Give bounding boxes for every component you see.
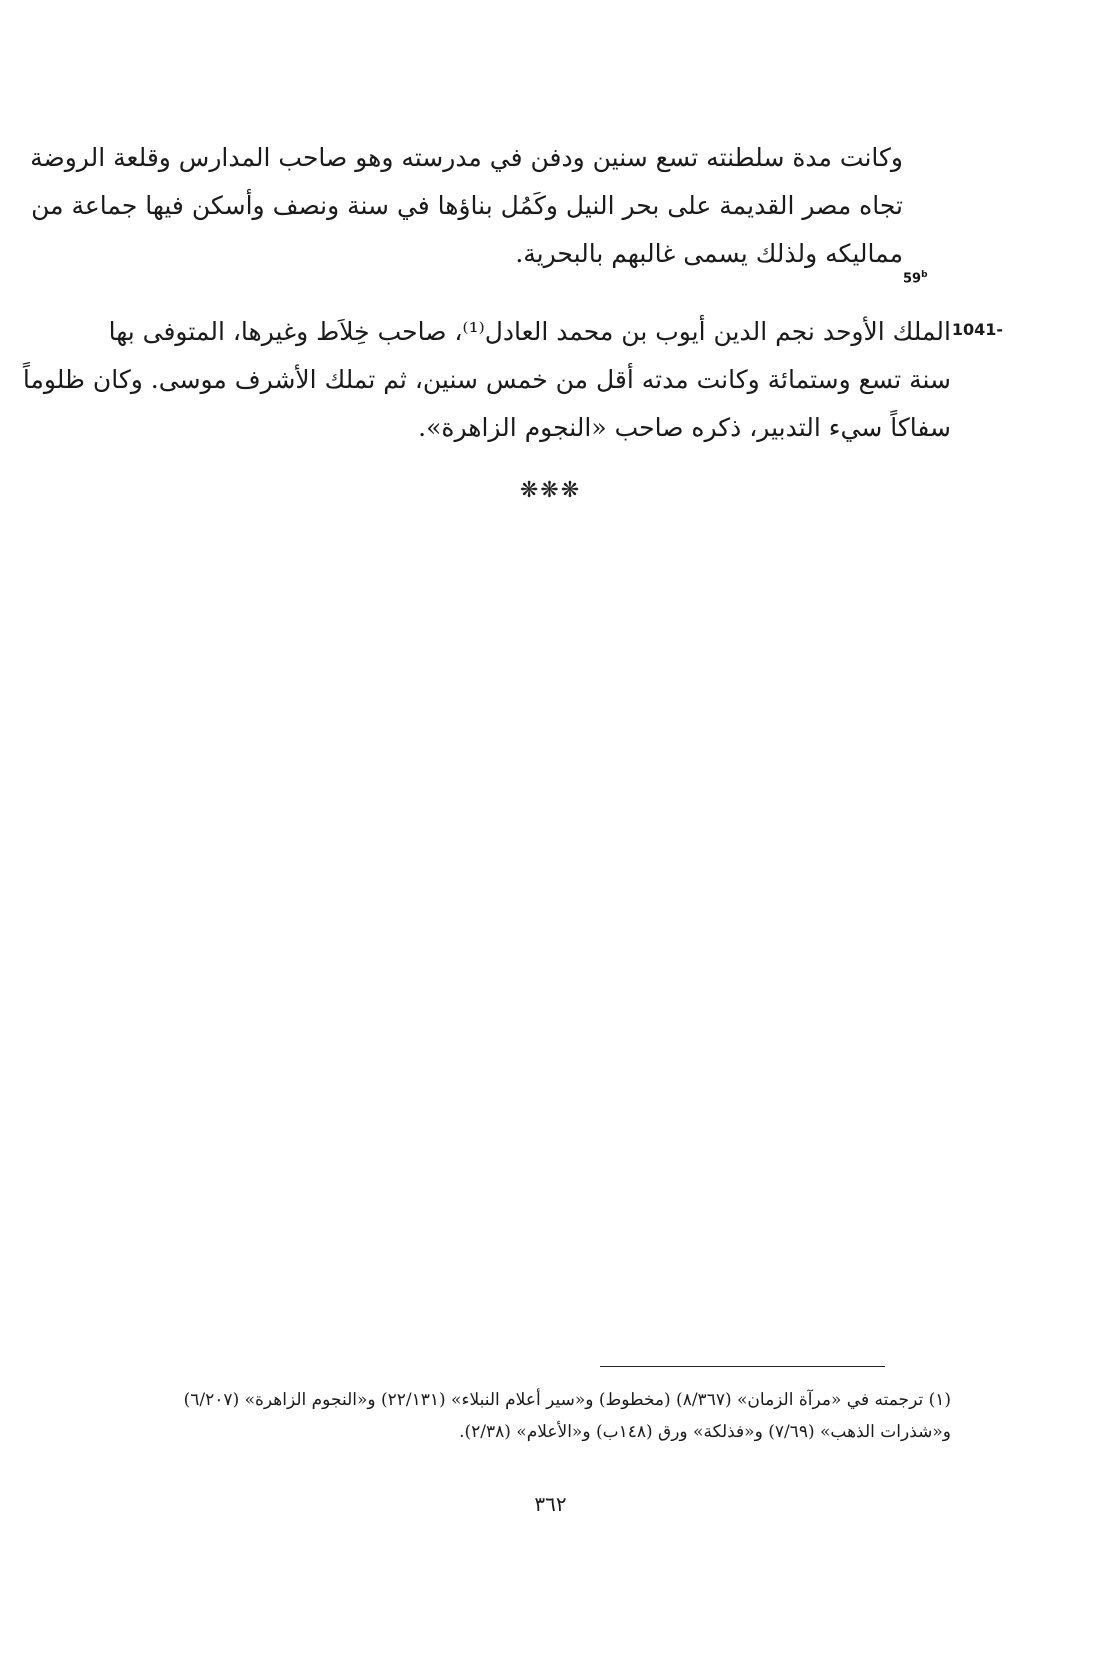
page-number: ٣٦٢ xyxy=(534,1492,567,1516)
folio-marker xyxy=(903,270,928,286)
footnote-line: (١) ترجمته في «مرآة الزمان» (٨/٣٦٧) (مخطوط) و«سير أعلام النبلاء» (٢٢/١٣١) و«النجوم الزاهرة» (٦/٢٠٧) xyxy=(183,1390,951,1410)
entry-line: سنة تسع وستمائة وكانت مدته أقل من خمس سنين، ثم تملك الأشرف موسى. وكان ظلوماً xyxy=(22,365,951,394)
text-line: وكانت مدة سلطنته تسع سنين ودفن في مدرسته وهو صاحب المدارس وقلعة الروضة xyxy=(30,143,903,172)
entry-line: الملك الأوحد نجم الدين أيوب بن محمد العادل⁽¹⁾، صاحب خِلاَط وغيرها، المتوفى بها xyxy=(108,317,951,346)
text-line: تجاه مصر القديمة على بحر النيل وكَمُل بناؤها في سنة ونصف وأسكن فيها جماعة من xyxy=(31,191,903,220)
entry-number: 1041- xyxy=(951,320,1003,339)
footnote-divider xyxy=(600,1366,885,1367)
biographical-entry xyxy=(22,308,1003,452)
text-line: مماليكه ولذلك يسمى غالبهم بالبحرية. xyxy=(515,239,903,268)
footnotes xyxy=(111,1384,951,1448)
section-separator: ❋❋❋ xyxy=(519,478,582,503)
folio-side: b xyxy=(921,270,928,280)
folio-number: 59 xyxy=(903,271,922,287)
footnote-line: و«شذرات الذهب» (٧/٦٩) و«فذلكة» ورق (١٤٨ب) و«الأعلام» (٢/٣٨). xyxy=(459,1422,951,1442)
entry-line: سفاكاً سيء التدبير، ذكره صاحب «النجوم الزاهرة». xyxy=(418,413,951,442)
body-paragraph xyxy=(30,134,903,278)
